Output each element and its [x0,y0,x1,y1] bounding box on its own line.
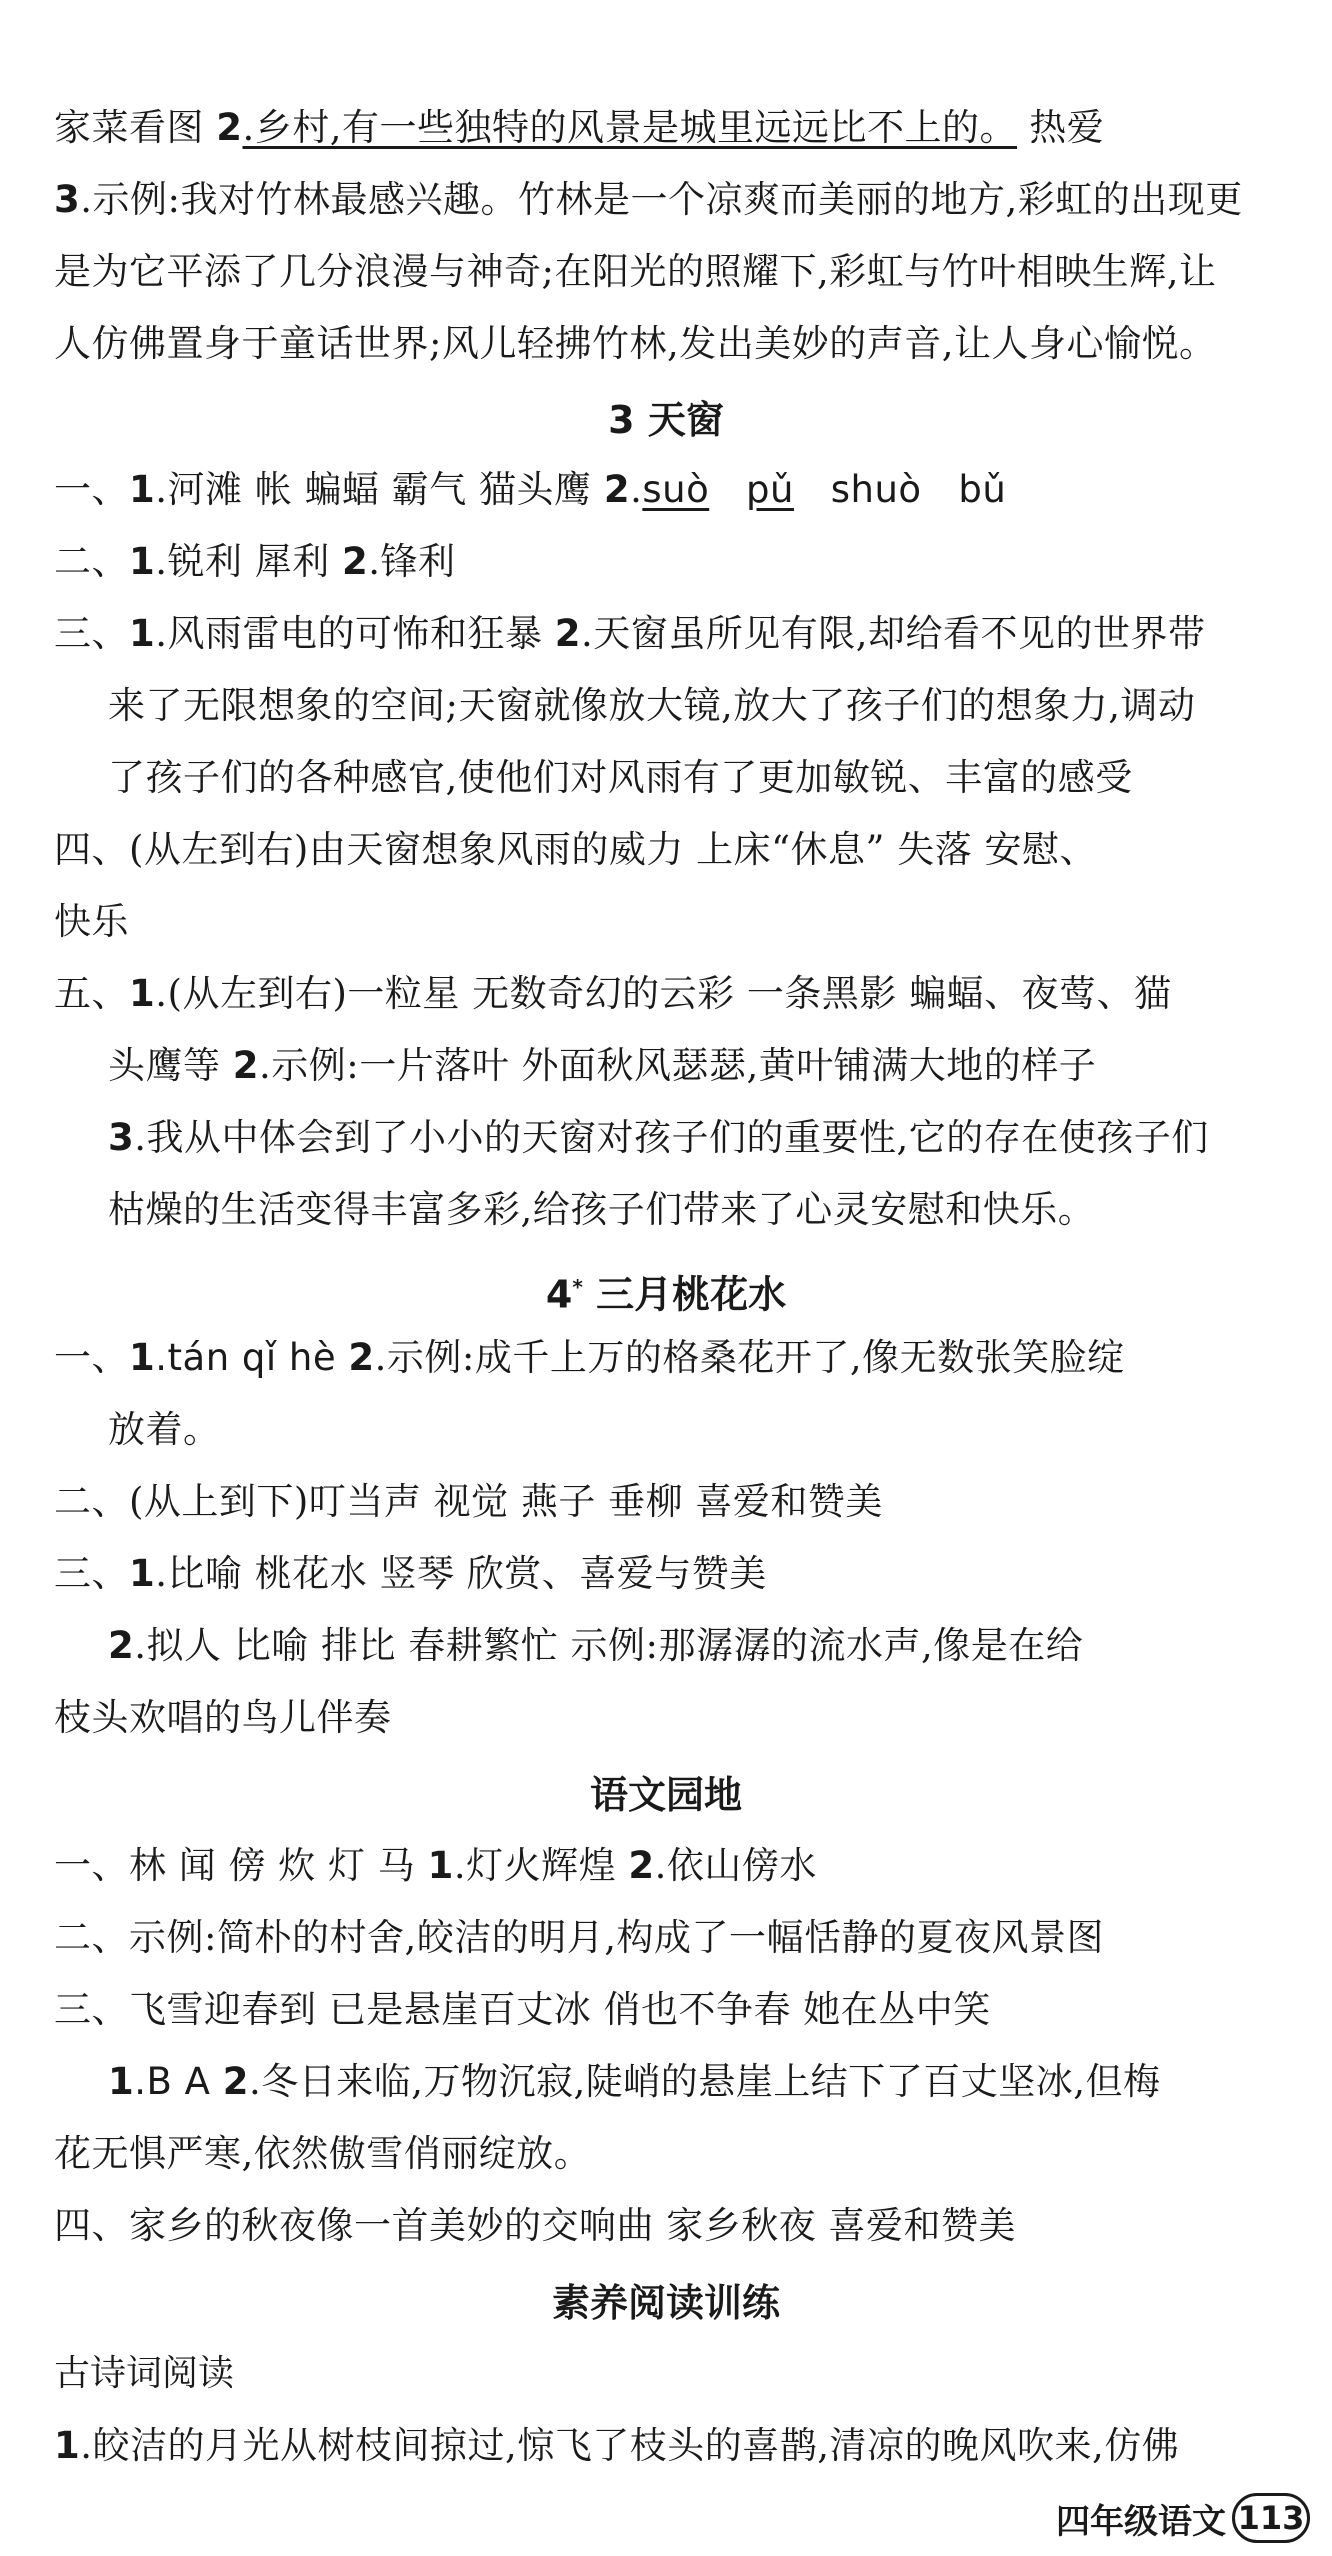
answer-line: 二、(从上到下)叮当声 视觉 燕子 垂柳 喜爱和赞美 [54,1480,883,1523]
answer-line: 三、1.风雨雷电的可怖和狂暴 2.天窗虽所见有限,却给看不见的世界带 [54,612,1206,655]
page-footer [1056,2490,1310,2546]
answer-line: 四、家乡的秋夜像一首美妙的交响曲 家乡秋夜 喜爱和赞美 [54,2204,1017,2247]
answer-line: 二、1.锐利 犀利 2.锋利 [54,540,456,583]
answer-line: 四、(从左到右)由天窗想象风雨的威力 上床“休息” 失落 安慰、 [54,828,1097,871]
answer-line: 2.拟人 比喻 排比 春耕繁忙 示例:那潺潺的流水声,像是在给 [108,1624,1084,1667]
answer-line: 五、1.(从左到右)一粒星 无数奇幻的云彩 一条黑影 蝙蝠、夜莺、猫 [54,972,1172,1015]
answer-line: 家菜看图 2.乡村,有一些独特的风景是城里远远比不上的。 热爱 [54,106,1105,149]
answer-line: 放着。 [108,1408,221,1451]
answer-line: 头鹰等 2.示例:一片落叶 外面秋风瑟瑟,黄叶铺满大地的样子 [108,1044,1097,1087]
answer-line: 枝头欢唱的鸟儿伴奏 [54,1696,392,1739]
answer-line: 花无惧严寒,依然傲雪俏丽绽放。 [54,2132,592,2175]
grade-subject-label: 四年级语文 [1056,2501,1226,2542]
answer-line: 三、飞雪迎春到 已是悬崖百丈冰 俏也不争春 她在丛中笑 [54,1988,991,2031]
answer-line: 人仿佛置身于童话世界;风儿轻拂竹林,发出美妙的声音,让人身心愉悦。 [54,322,1217,365]
answer-line: 来了无限想象的空间;天窗就像放大镜,放大了孩子们的想象力,调动 [108,684,1196,727]
section-title: 4* 三月桃花水 [545,1272,787,1317]
answer-line: 一、1.tán qǐ hè 2.示例:成千上万的格桑花开了,像无数张笑脸绽 [54,1336,1125,1379]
section-title: 3 天窗 [608,398,724,442]
answer-line: 3.我从中体会到了小小的天窗对孩子们的重要性,它的存在使孩子们 [108,1116,1209,1159]
subsection-title: 古诗词阅读 [54,2353,235,2394]
answer-line: 一、1.河滩 帐 蝙蝠 霸气 猫头鹰 2.suò pǔ shuò bǔ [54,468,1007,511]
answer-line: 枯燥的生活变得丰富多彩,给孩子们带来了心灵安慰和快乐。 [108,1188,1096,1231]
answer-line: 3.示例:我对竹林最感兴趣。竹林是一个凉爽而美丽的地方,彩虹的出现更 [54,178,1243,221]
section-title: 素养阅读训练 [551,2281,780,2325]
answer-line: 快乐 [54,900,129,943]
page-number-badge: 113 [1232,2493,1310,2543]
section-title: 语文园地 [589,1773,742,1817]
underlined-answer: .乡村,有一些独特的风景是城里远远比不上的。 [242,106,1018,149]
answer-line: 是为它平添了几分浪漫与神奇;在阳光的照耀下,彩虹与竹叶相映生辉,让 [54,250,1217,293]
answer-line: 一、林 闻 傍 炊 灯 马 1.灯火辉煌 2.依山傍水 [54,1844,817,1887]
answer-line: 1.B A 2.冬日来临,万物沉寂,陡峭的悬崖上结下了百丈坚冰,但梅 [108,2060,1161,2103]
answer-line: 二、示例:简朴的村舍,皎洁的明月,构成了一幅恬静的夏夜风景图 [54,1916,1104,1959]
answer-line: 了孩子们的各种感官,使他们对风雨有了更加敏锐、丰富的感受 [108,756,1133,799]
answer-line: 1.皎洁的月光从树枝间掠过,惊飞了枝头的喜鹊,清凉的晚风吹来,仿佛 [54,2424,1180,2467]
answer-line: 三、1.比喻 桃花水 竖琴 欣赏、喜爱与赞美 [54,1552,767,1595]
